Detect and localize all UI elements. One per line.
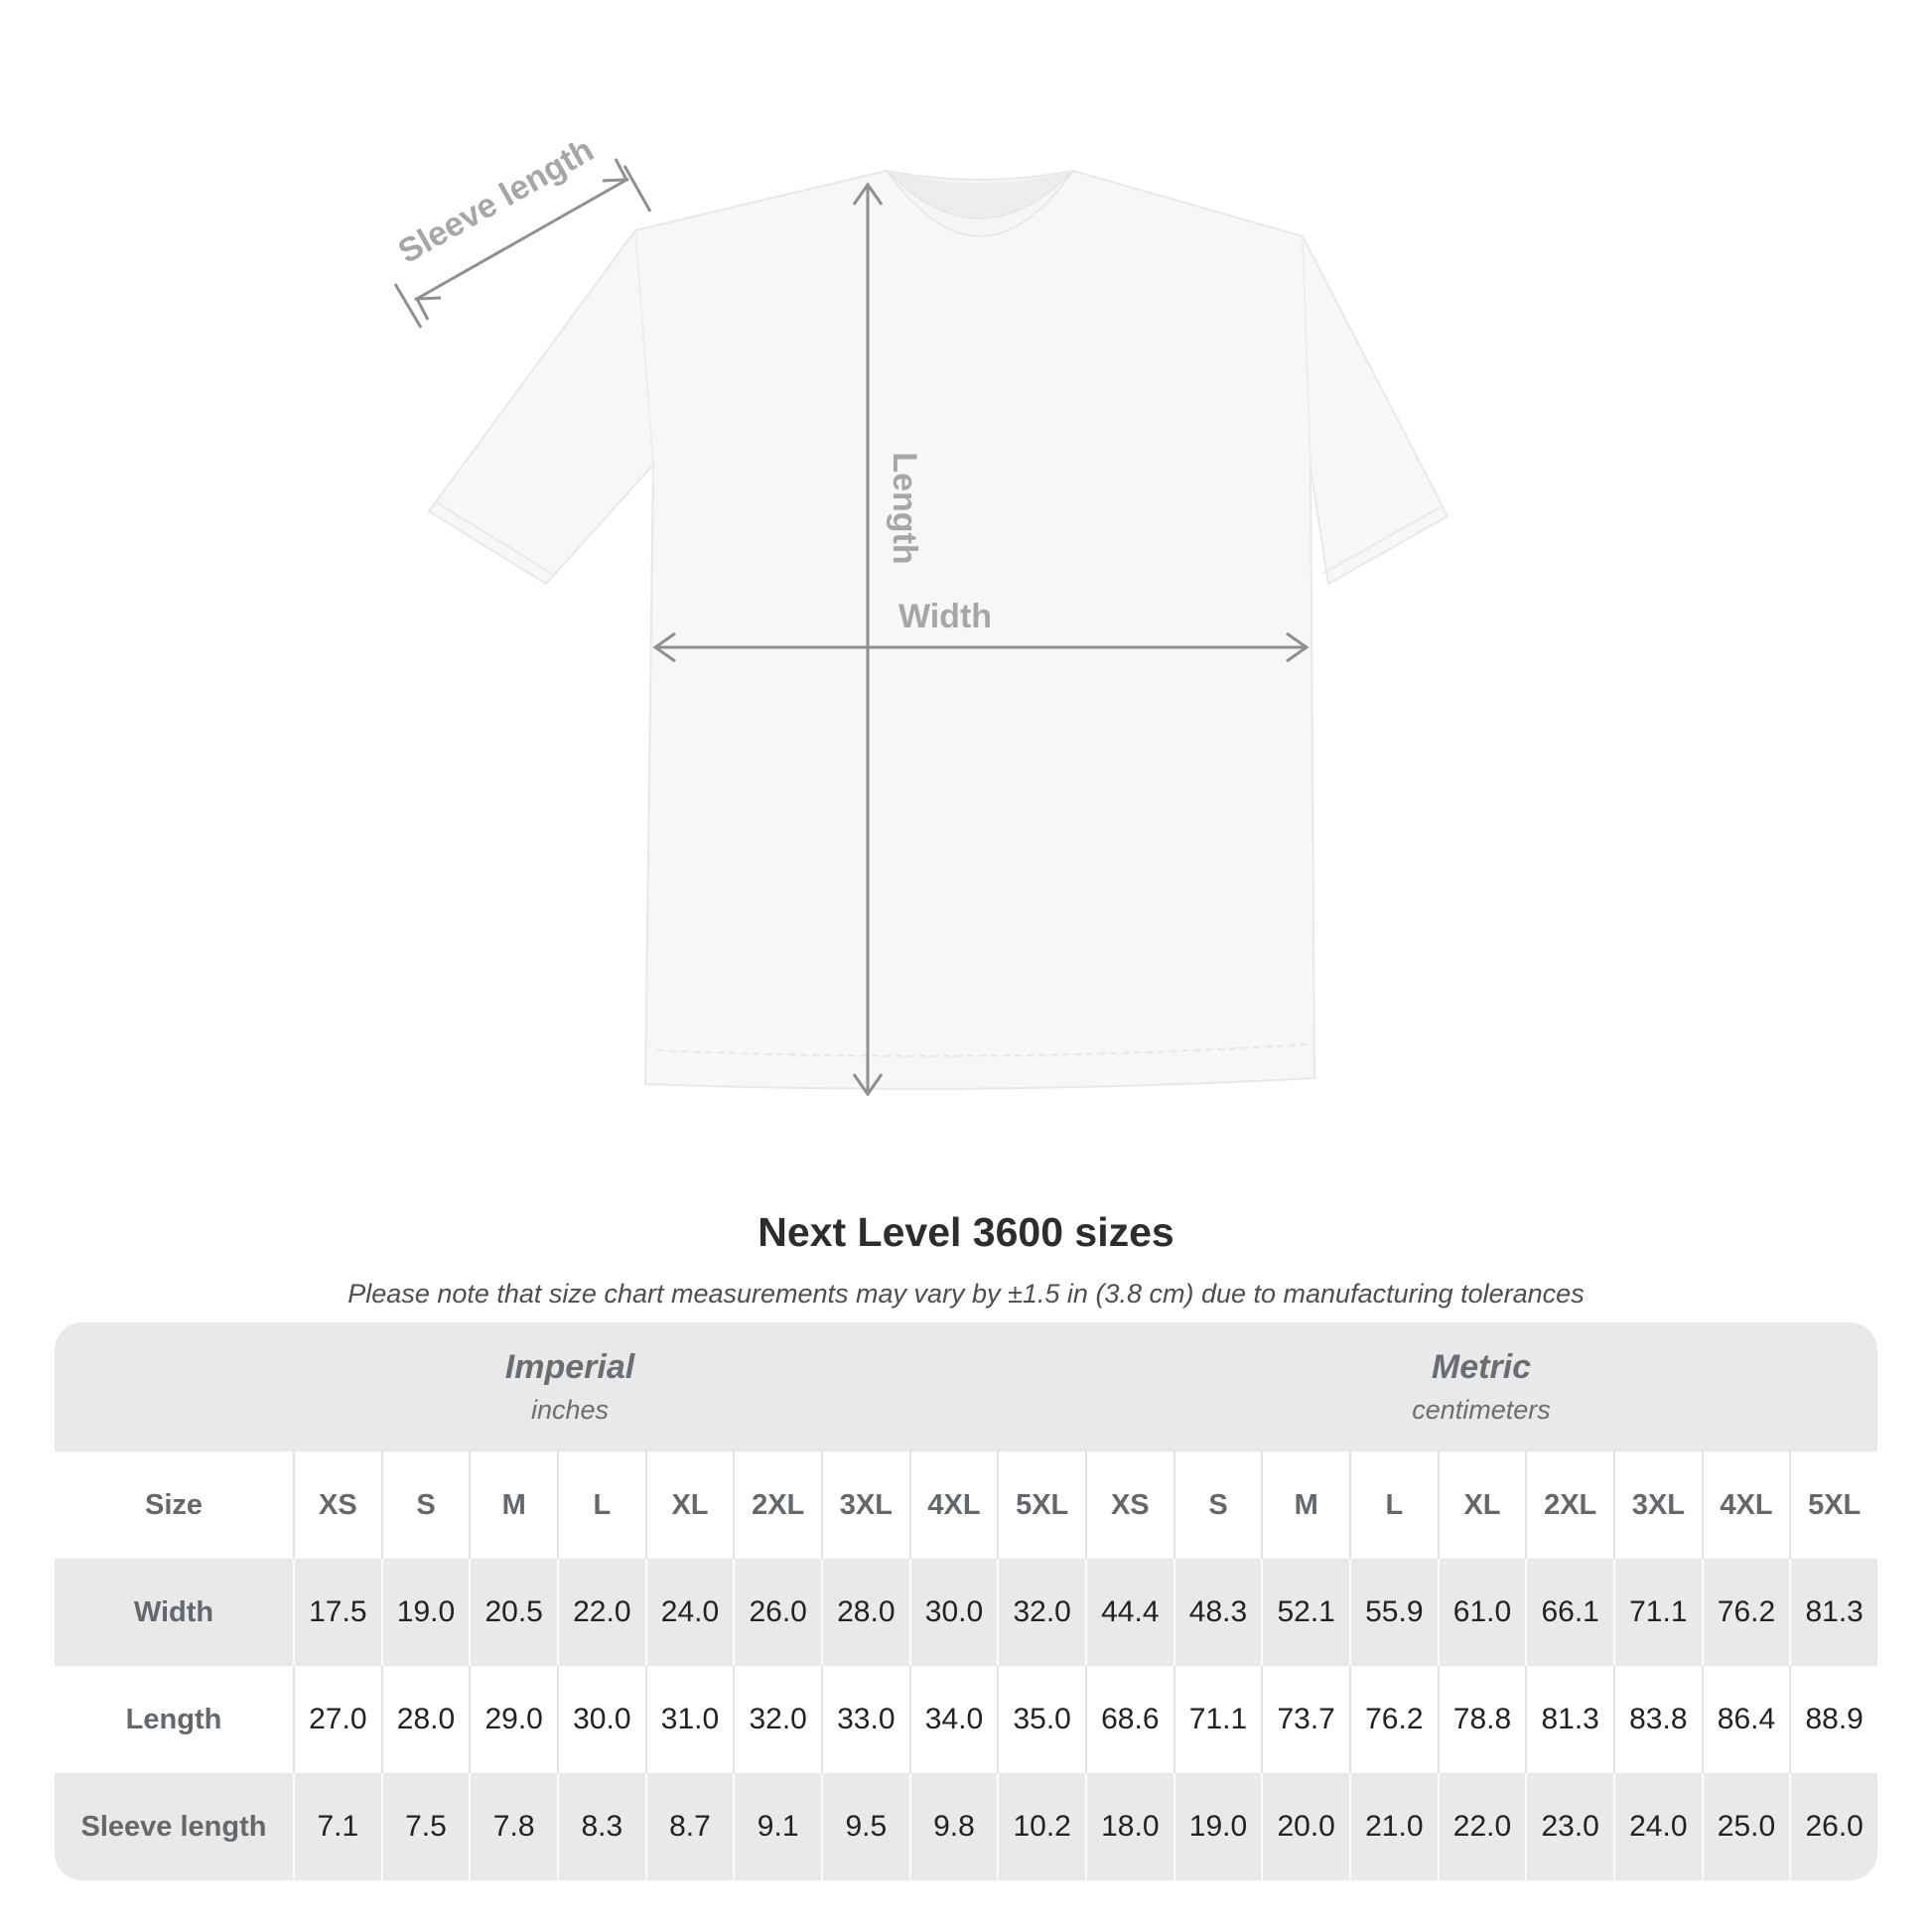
length-imperial-xs: 27.0 xyxy=(293,1666,381,1773)
width-metric-3xl: 71.1 xyxy=(1613,1559,1702,1666)
length-diagram-label: Length xyxy=(886,452,923,565)
size-header-metric-l: L xyxy=(1349,1451,1438,1559)
sleeve-length-imperial-5xl: 10.2 xyxy=(997,1773,1085,1880)
length-metric-xl: 78.8 xyxy=(1438,1666,1526,1773)
size-header-imperial-3xl: 3XL xyxy=(821,1451,909,1559)
width-metric-s: 48.3 xyxy=(1173,1559,1262,1666)
sleeve-length-metric-xl: 22.0 xyxy=(1438,1773,1526,1880)
sleeve-length-imperial-xl: 8.7 xyxy=(645,1773,734,1880)
width-metric-4xl: 76.2 xyxy=(1702,1559,1790,1666)
width-imperial-5xl: 32.0 xyxy=(997,1559,1085,1666)
length-metric-l: 76.2 xyxy=(1349,1666,1438,1773)
width-metric-m: 52.1 xyxy=(1261,1559,1349,1666)
imperial-group-unit: inches xyxy=(530,1395,610,1425)
size-header-metric-5xl: 5XL xyxy=(1789,1451,1877,1559)
length-imperial-m: 29.0 xyxy=(469,1666,557,1773)
sleeve-length-imperial-s: 7.5 xyxy=(381,1773,470,1880)
length-imperial-5xl: 35.0 xyxy=(997,1666,1085,1773)
size-header-metric-4xl: 4XL xyxy=(1702,1451,1790,1559)
width-metric-2xl: 66.1 xyxy=(1525,1559,1613,1666)
sleeve-length-imperial-4xl: 9.8 xyxy=(909,1773,998,1880)
width-metric-l: 55.9 xyxy=(1349,1559,1438,1666)
size-corner-label: Size xyxy=(144,1488,204,1521)
page-title: Next Level 3600 sizes xyxy=(758,1209,1174,1255)
sleeve-length-metric-l: 21.0 xyxy=(1349,1773,1438,1880)
sleeve-length-metric-s: 19.0 xyxy=(1173,1773,1262,1880)
length-metric-s: 71.1 xyxy=(1173,1666,1262,1773)
width-row xyxy=(55,1559,1877,1666)
length-imperial-s: 28.0 xyxy=(381,1666,470,1773)
size-header-metric-s: S xyxy=(1173,1451,1262,1559)
imperial-group-title: Imperial xyxy=(504,1348,635,1386)
metric-group-unit: centimeters xyxy=(1412,1395,1551,1425)
sleeve-length-imperial-2xl: 9.1 xyxy=(733,1773,821,1880)
length-imperial-l: 30.0 xyxy=(557,1666,645,1773)
size-header-imperial-4xl: 4XL xyxy=(909,1451,998,1559)
width-metric-5xl: 81.3 xyxy=(1789,1559,1877,1666)
size-header-metric-xl: XL xyxy=(1438,1451,1526,1559)
width-imperial-xl: 24.0 xyxy=(645,1559,734,1666)
length-row xyxy=(55,1666,1877,1773)
size-header-metric-3xl: 3XL xyxy=(1613,1451,1702,1559)
sleeve-length-imperial-m: 7.8 xyxy=(469,1773,557,1880)
sleeve-length-row-label: Sleeve length xyxy=(80,1810,267,1843)
length-metric-m: 73.7 xyxy=(1261,1666,1349,1773)
length-imperial-2xl: 32.0 xyxy=(733,1666,821,1773)
size-header-row xyxy=(55,1451,1877,1559)
length-metric-xs: 68.6 xyxy=(1085,1666,1173,1773)
size-header-imperial-s: S xyxy=(381,1451,470,1559)
size-chart-card xyxy=(55,1322,1877,1880)
width-row-label: Width xyxy=(133,1595,214,1628)
length-imperial-xl: 31.0 xyxy=(645,1666,734,1773)
width-imperial-l: 22.0 xyxy=(557,1559,645,1666)
width-metric-xl: 61.0 xyxy=(1438,1559,1526,1666)
length-metric-4xl: 86.4 xyxy=(1702,1666,1790,1773)
size-header-imperial-2xl: 2XL xyxy=(733,1451,821,1559)
metric-group-title: Metric xyxy=(1431,1348,1532,1386)
sleeve-length-imperial-3xl: 9.5 xyxy=(821,1773,909,1880)
length-imperial-3xl: 33.0 xyxy=(821,1666,909,1773)
length-metric-2xl: 81.3 xyxy=(1525,1666,1613,1773)
width-imperial-2xl: 26.0 xyxy=(733,1559,821,1666)
sleeve-length-metric-4xl: 25.0 xyxy=(1702,1773,1790,1880)
size-header-metric-m: M xyxy=(1261,1451,1349,1559)
size-header-metric-xs: XS xyxy=(1085,1451,1173,1559)
sleeve-length-metric-2xl: 23.0 xyxy=(1525,1773,1613,1880)
length-metric-5xl: 88.9 xyxy=(1789,1666,1877,1773)
sleeve-length-diagram-label: Sleeve length xyxy=(391,130,601,271)
width-imperial-s: 19.0 xyxy=(381,1559,470,1666)
width-imperial-4xl: 30.0 xyxy=(909,1559,998,1666)
imperial-group-header xyxy=(55,1322,1085,1451)
sleeve-length-metric-m: 20.0 xyxy=(1261,1773,1349,1880)
sleeve-length-metric-5xl: 26.0 xyxy=(1789,1773,1877,1880)
sleeve-length-metric-xs: 18.0 xyxy=(1085,1773,1173,1880)
length-metric-3xl: 83.8 xyxy=(1613,1666,1702,1773)
width-imperial-m: 20.5 xyxy=(469,1559,557,1666)
size-header-imperial-xl: XL xyxy=(645,1451,734,1559)
sleeve-length-row xyxy=(55,1773,1877,1880)
sleeve-length-metric-3xl: 24.0 xyxy=(1613,1773,1702,1880)
size-header-imperial-xs: XS xyxy=(293,1451,381,1559)
width-imperial-3xl: 28.0 xyxy=(821,1559,909,1666)
length-imperial-4xl: 34.0 xyxy=(909,1666,998,1773)
metric-group-header xyxy=(1085,1322,1877,1451)
size-header-metric-2xl: 2XL xyxy=(1525,1451,1613,1559)
size-header-imperial-m: M xyxy=(469,1451,557,1559)
width-diagram-label: Width xyxy=(897,598,993,635)
size-header-imperial-l: L xyxy=(557,1451,645,1559)
size-header-imperial-5xl: 5XL xyxy=(997,1451,1085,1559)
unit-group-header xyxy=(55,1322,1877,1451)
tolerance-note: Please note that size chart measurements may vary by ±1.5 in (3.8 cm) due to manufacturing tolerances xyxy=(347,1279,1585,1309)
width-imperial-xs: 17.5 xyxy=(293,1559,381,1666)
width-metric-xs: 44.4 xyxy=(1085,1559,1173,1666)
length-row-label: Length xyxy=(125,1703,222,1735)
sleeve-length-imperial-xs: 7.1 xyxy=(293,1773,381,1880)
sleeve-length-imperial-l: 8.3 xyxy=(557,1773,645,1880)
